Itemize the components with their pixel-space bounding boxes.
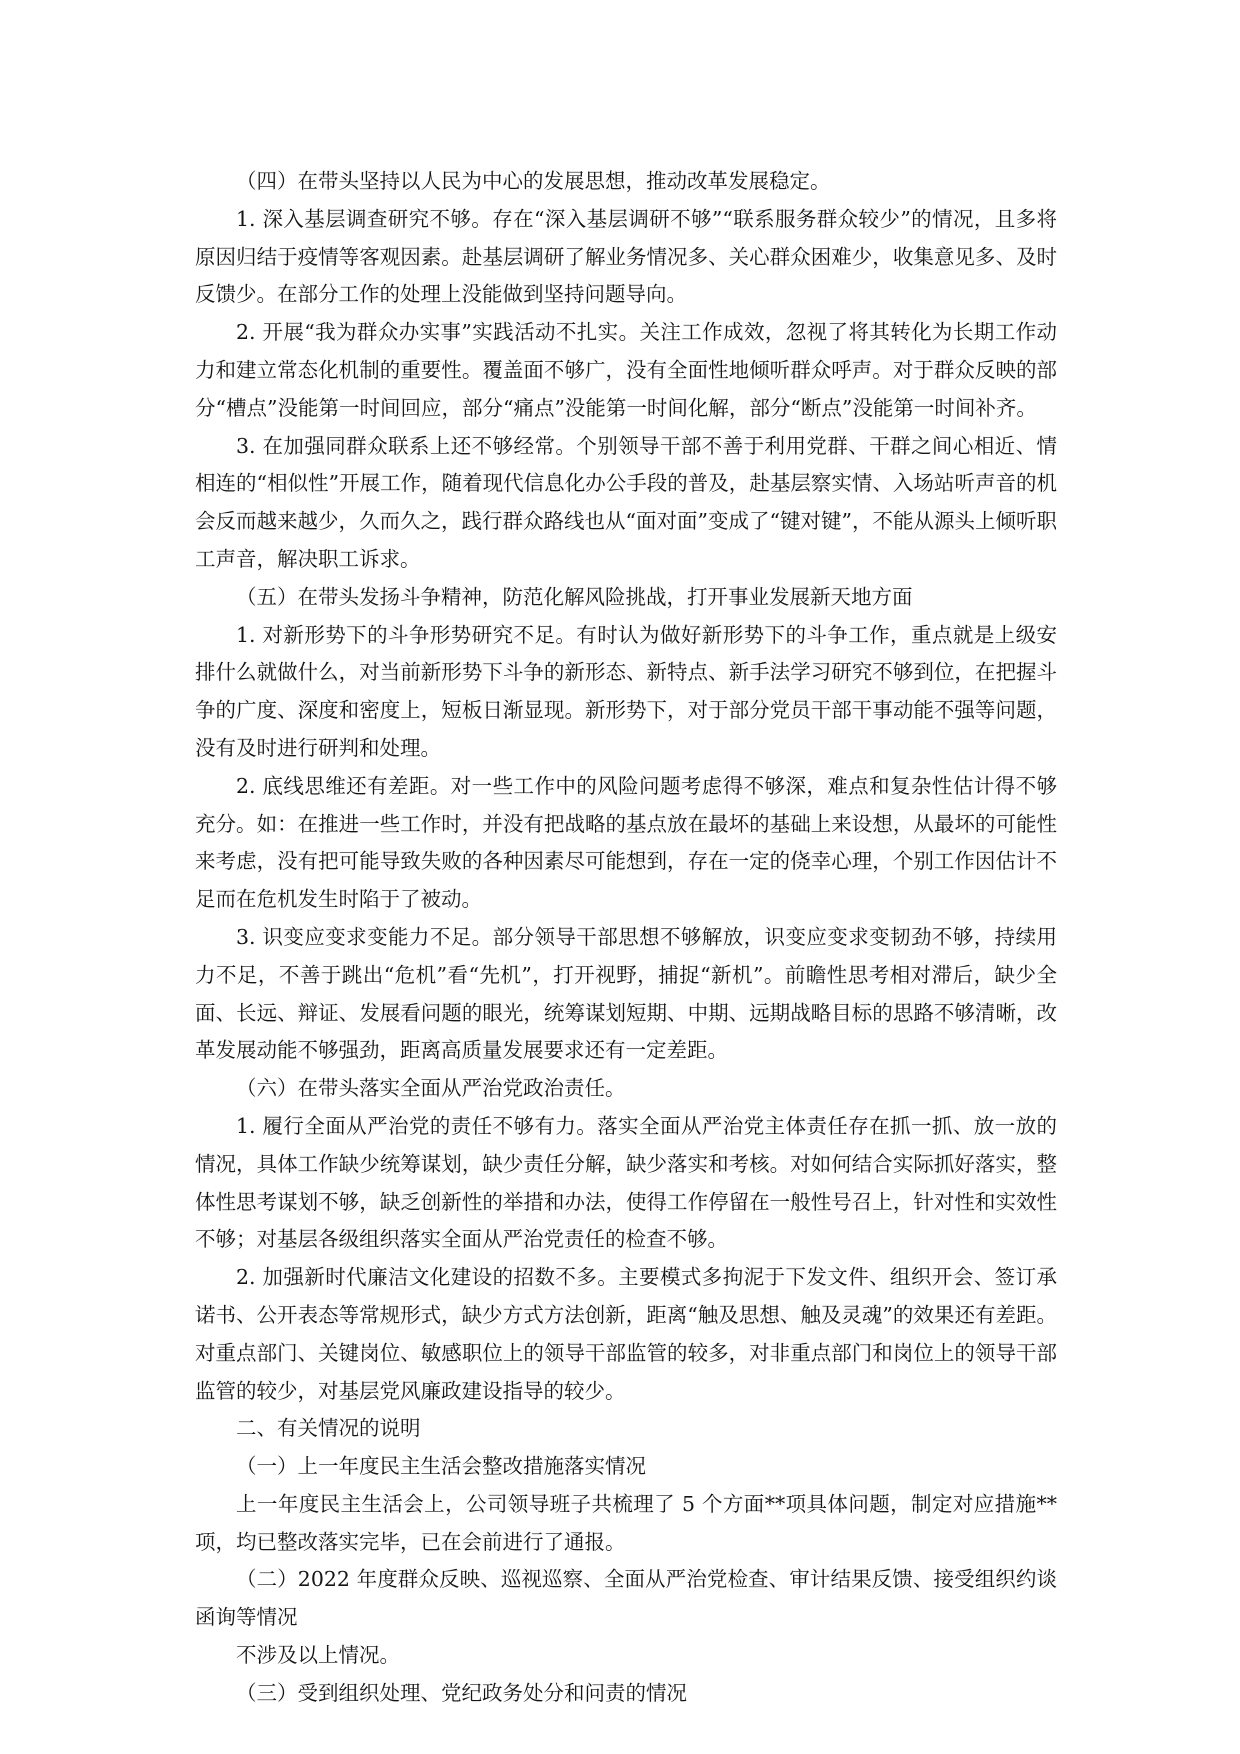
paragraph-4-1: 1. 深入基层调查研究不够。存在“深入基层调研不够”“联系服务群众较少”的情况，且多将原因归结于疫情等客观因素。赴基层调研了解业务情况多、关心群众困难少，收集意见多、及时反馈少。在部分工作的处理上没能做到坚持问题导向。 [195, 206, 1057, 307]
subsection-heading-3: （三）受到组织处理、党纪政务处分和问责的情况 [236, 1680, 687, 1705]
section-heading-4: （四）在带头坚持以人民为中心的发展思想，推动改革发展稳定。 [236, 169, 831, 193]
paragraph-4-3: 3. 在加强同群众联系上还不够经常。个别领导干部不善于利用党群、干群之间心相近、情相连的“相似性”开展工作，随着现代信息化办公手段的普及，赴基层察实情、入场站听声音的机会反而越来越少，久而久之，践行群众路线也从“面对面”变成了“键对键”，不能从源头上倾听职工声音，解决职工诉求。 [195, 433, 1057, 571]
chapter-heading-2: 二、有关情况的说明 [236, 1416, 421, 1441]
subsection-heading-1: （一）上一年度民主生活会整改措施落实情况 [236, 1454, 646, 1479]
section-heading-5: （五）在带头发扬斗争精神，防范化解风险挑战，打开事业发展新天地方面 [236, 584, 913, 609]
paragraph-6-2: 2. 加强新时代廉洁文化建设的招数不多。主要模式多拘泥于下发文件、组织开会、签订承诺书、公开表态等常规形式，缺少方式方法创新，距离“触及思想、触及灵魂”的效果还有差距。对重点部门、关键岗位、敏感职位上的领导干部监管的较多，对非重点部门和岗位上的领导干部监管的较少，对基层党风廉政建设指导的较少。 [195, 1265, 1057, 1403]
paragraph-2-2: 不涉及以上情况。 [236, 1643, 400, 1668]
paragraph-6-1: 1. 履行全面从严治党的责任不够有力。落实全面从严治党主体责任存在抓一抓、放一放的情况，具体工作缺少统筹谋划，缺少责任分解，缺少落实和考核。对如何结合实际抓好落实，整体性思考谋划不够，缺乏创新性的举措和办法，使得工作停留在一般性号召上，针对性和实效性不够；对基层各级组织落实全面从严治党责任的检查不够。 [195, 1113, 1057, 1252]
paragraph-5-2: 2. 底线思维还有差距。对一些工作中的风险问题考虑得不够深，难点和复杂性估计得不够充分。如：在推进一些工作时，并没有把战略的基点放在最坏的基础上来设想，从最坏的可能性来考虑，没有把可能导致失败的各种因素尽可能想到，存在一定的侥幸心理，个别工作因估计不足而在危机发生时陷于了被动。 [195, 773, 1057, 912]
document-body [195, 163, 1057, 1713]
subsection-heading-2: （二）2022 年度群众反映、巡视巡察、全面从严治党检查、审计结果反馈、接受组织约谈函询等情况 [195, 1567, 1057, 1630]
section-heading-6: （六）在带头落实全面从严治党政治责任。 [236, 1076, 626, 1101]
paragraph-5-3: 3. 识变应变求变能力不足。部分领导干部思想不够解放，识变应变求变韧劲不够，持续用力不足，不善于跳出“危机”看“先机”，打开视野，捕捉“新机”。前瞻性思考相对滞后，缺少全面、长远、辩证、发展看问题的眼光，统筹谋划短期、中期、远期战略目标的思路不够清晰，改革发展动能不够强劲，距离高质量发展要求还有一定差距。 [195, 924, 1057, 1063]
paragraph-5-1: 1. 对新形势下的斗争形势研究不足。有时认为做好新形势下的斗争工作，重点就是上级安排什么就做什么，对当前新形势下斗争的新形态、新特点、新手法学习研究不够到位，在把握斗争的广度、深度和密度上，短板日渐显现。新形势下，对于部分党员干部干事动能不强等问题，没有及时进行研判和处理。 [195, 622, 1057, 760]
paragraph-4-2: 2. 开展“我为群众办实事”实践活动不扎实。关注工作成效，忽视了将其转化为长期工作动力和建立常态化机制的重要性。覆盖面不够广，没有全面性地倾听群众呼声。对于群众反映的部分“槽点”没能第一时间回应，部分“痛点”没能第一时间化解，部分“断点”没能第一时间补齐。 [195, 320, 1057, 420]
paragraph-2-1: 上一年度民主生活会上，公司领导班子共梳理了 5 个方面**项具体问题，制定对应措施**项，均已整改落实完毕，已在会前进行了通报。 [195, 1491, 1057, 1554]
